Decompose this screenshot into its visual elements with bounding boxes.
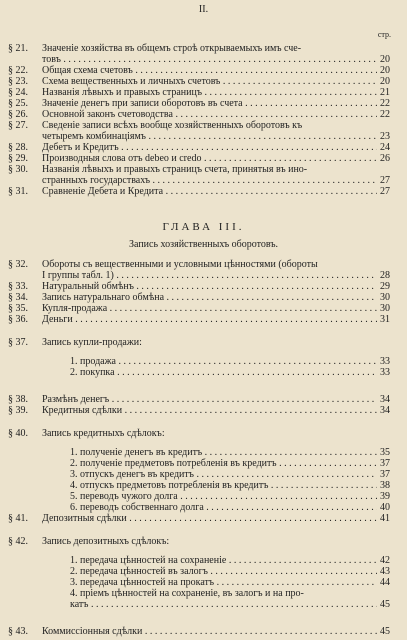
toc-entry	[0, 281, 407, 292]
page-ref: 20	[380, 54, 390, 65]
entry-title: Запись кредитныхъ сдѣлокъ:	[42, 428, 165, 439]
entry-title: Кредитныя сдѣлки . . .	[42, 405, 377, 416]
table-of-contents	[0, 43, 407, 637]
entry-title: Натуральный обмѣнъ . . .	[42, 281, 377, 292]
section-number: § 26.	[8, 109, 28, 120]
toc-entry	[0, 577, 407, 588]
entry-title: Деньги . . .	[42, 314, 377, 325]
entry-title: Запись депозитныхъ сдѣлокъ:	[42, 536, 170, 547]
chapter-subtitle: Запись хозяйственныхъ оборотовъ.	[129, 239, 278, 250]
entry-title: Сравненiе Дебета и Кредита . . .	[42, 186, 377, 197]
toc-entry	[0, 98, 407, 109]
entry-title: 1. полученiе денегъ въ кредитъ . . .	[70, 447, 377, 458]
toc-entry	[0, 87, 407, 98]
section-number: § 25.	[8, 98, 28, 109]
toc-entry-continuation	[0, 175, 407, 186]
entry-title: товъ . . .	[42, 54, 377, 65]
section-number: § 29.	[8, 153, 28, 164]
section-number: § 38.	[8, 394, 28, 405]
toc-entry	[0, 120, 407, 131]
page-ref: 28	[380, 270, 390, 281]
toc-entry	[0, 109, 407, 120]
toc-subentry	[0, 447, 407, 458]
section-number: § 24.	[8, 87, 28, 98]
page-ref: 44	[380, 577, 390, 588]
section-number: § 41.	[8, 513, 28, 524]
toc-entry	[0, 153, 407, 164]
toc-entry	[0, 43, 407, 54]
entry-title: Названiя лѣвыхъ и правыхъ страницъ счета, принятыя въ ино-	[42, 164, 308, 175]
entry-title: Дебетъ и Кредитъ . . .	[42, 142, 377, 153]
entry-title: Сведенiе записи всѣхъ вообще хозяйственныхъ оборотовъ къ	[42, 120, 303, 131]
entry-title: 5. переводъ чужого долга . . .	[70, 491, 377, 502]
page-ref: 33	[380, 356, 390, 367]
entry-title: катъ . . .	[70, 599, 377, 610]
page-ref: 34	[380, 405, 390, 416]
entry-title: 4. отпускъ предметовъ потребленiя въ кредитъ . . .	[70, 480, 377, 491]
toc-subentry	[0, 367, 407, 378]
toc-entry	[0, 259, 407, 270]
toc-entry	[0, 164, 407, 175]
page-ref: 42	[380, 555, 390, 566]
page-ref: 29	[380, 281, 390, 292]
page-ref: 40	[380, 502, 390, 513]
page-ref: 35	[380, 447, 390, 458]
toc-entry	[0, 314, 407, 325]
section-number: § 34.	[8, 292, 28, 303]
section-number: § 37.	[8, 337, 28, 348]
entry-title: Значенiе денегъ при записи оборотовъ въ счета . . .	[42, 98, 377, 109]
section-number: § 33.	[8, 281, 28, 292]
page-ref: 41	[380, 513, 390, 524]
section-number: § 35.	[8, 303, 28, 314]
page-ref: 38	[380, 480, 390, 491]
entry-title: Запись натуральнаго обмѣна . . .	[42, 292, 377, 303]
page-ref: 27	[380, 186, 390, 197]
page-ref: 24	[380, 142, 390, 153]
section-number: § 27.	[8, 120, 28, 131]
toc-entry	[0, 394, 407, 405]
entry-title: I группы табл. 1) . . .	[42, 270, 377, 281]
toc-entry	[0, 536, 407, 547]
page-ref: 22	[380, 109, 390, 120]
entry-title: 3. отпускъ денегъ въ кредитъ . . .	[70, 469, 377, 480]
section-number: § 32.	[8, 259, 28, 270]
toc-entry-continuation	[0, 131, 407, 142]
page-ref: 21	[380, 87, 390, 98]
entry-title: Названiя лѣвыхъ и правыхъ страницъ . . .	[42, 87, 377, 98]
toc-entry	[0, 337, 407, 348]
page-ref: 31	[380, 314, 390, 325]
entry-title: Размѣнъ денегъ . . .	[42, 394, 377, 405]
entry-title: Общая схема счетовъ . . .	[42, 65, 377, 76]
entry-title: 3. передача цѣнностей на прокатъ . . .	[70, 577, 377, 588]
toc-entry	[0, 513, 407, 524]
toc-entry	[0, 566, 407, 577]
entry-title: странныхъ государствахъ . . .	[42, 175, 377, 186]
entry-title: 2. покупка . . .	[70, 367, 377, 378]
entry-title: четыремъ комбинацiямъ . . .	[42, 131, 377, 142]
page-ref: 34	[380, 394, 390, 405]
section-number: § 30.	[8, 164, 28, 175]
section-number: § 40.	[8, 428, 28, 439]
entry-title: 2. полученiе предметовъ потребленiя въ кредитъ . . .	[70, 458, 377, 469]
page-ref: 27	[380, 175, 390, 186]
page-ref: 26	[380, 153, 390, 164]
entry-title: Депозитныя сдѣлки . . .	[42, 513, 377, 524]
toc-entry	[0, 303, 407, 314]
page-ref: 20	[380, 65, 390, 76]
entry-title: Обороты съ вещественными и условными цѣнностями (обороты	[42, 259, 318, 270]
chapter-heading: ГЛАВА III.	[162, 221, 245, 233]
section-number: § 43.	[8, 626, 28, 637]
page-ref: 22	[380, 98, 390, 109]
toc-part-2	[0, 259, 407, 637]
page-number: II.	[198, 4, 209, 15]
toc-entry-continuation	[0, 54, 407, 65]
toc-subentry	[0, 491, 407, 502]
toc-part-1	[0, 43, 407, 197]
entry-title: Схема вещественныхъ и личныхъ счетовъ . . .	[42, 76, 377, 87]
section-number: § 28.	[8, 142, 28, 153]
toc-entry	[0, 65, 407, 76]
entry-title: 1. передача цѣнностей на сохраненiе . . .	[70, 555, 377, 566]
entry-title: 1. продажа . . .	[70, 356, 377, 367]
page-ref: 37	[380, 469, 390, 480]
section-number: § 39.	[8, 405, 28, 416]
page-ref: 23	[380, 131, 390, 142]
toc-subentry	[0, 480, 407, 491]
page-ref: 37	[380, 458, 390, 469]
entry-title: Производныя слова отъ debeo и credo . . .	[42, 153, 377, 164]
toc-subentry	[0, 469, 407, 480]
entry-title: Основной законъ счетоводства . . .	[42, 109, 377, 120]
entry-title: Значенiе хозяйства въ общемъ строѣ открываемыхъ имъ сче-	[42, 43, 302, 54]
page-ref: 33	[380, 367, 390, 378]
toc-entry	[0, 555, 407, 566]
section-number: § 23.	[8, 76, 28, 87]
toc-entry	[0, 292, 407, 303]
page-ref: 45	[380, 599, 390, 610]
toc-entry	[0, 186, 407, 197]
toc-entry	[0, 626, 407, 637]
page-ref: 30	[380, 292, 390, 303]
toc-entry-continuation	[0, 599, 407, 610]
toc-entry	[0, 588, 407, 599]
section-number: § 22.	[8, 65, 28, 76]
toc-entry	[0, 428, 407, 439]
entry-title: Коммиссiонныя сдѣлки . . .	[42, 626, 377, 637]
toc-subentry	[0, 356, 407, 367]
section-number: § 36.	[8, 314, 28, 325]
toc-entry	[0, 76, 407, 87]
toc-subentry	[0, 458, 407, 469]
page-ref: 30	[380, 303, 390, 314]
toc-subentry	[0, 502, 407, 513]
entry-title: Купля-продажа . . .	[42, 303, 377, 314]
entry-title: 2. передача цѣнностей въ залогъ . . .	[70, 566, 377, 577]
section-number: § 42.	[8, 536, 28, 547]
page-ref: 45	[380, 626, 390, 637]
toc-entry	[0, 405, 407, 416]
toc-entry	[0, 142, 407, 153]
section-number: § 31.	[8, 186, 28, 197]
entry-title: Запись купли-продажи:	[42, 337, 142, 348]
entry-title: 4. прiемъ цѣнностей на сохраненiе, въ залогъ и на про-	[70, 588, 304, 599]
entry-title: 6. переводъ собственнаго долга . . .	[70, 502, 377, 513]
toc-entry-continuation	[0, 270, 407, 281]
page-ref: 20	[380, 76, 390, 87]
page-column-label: стр.	[377, 30, 391, 39]
page-ref: 43	[380, 566, 390, 577]
page-ref: 39	[380, 491, 390, 502]
section-number: § 21.	[8, 43, 28, 54]
